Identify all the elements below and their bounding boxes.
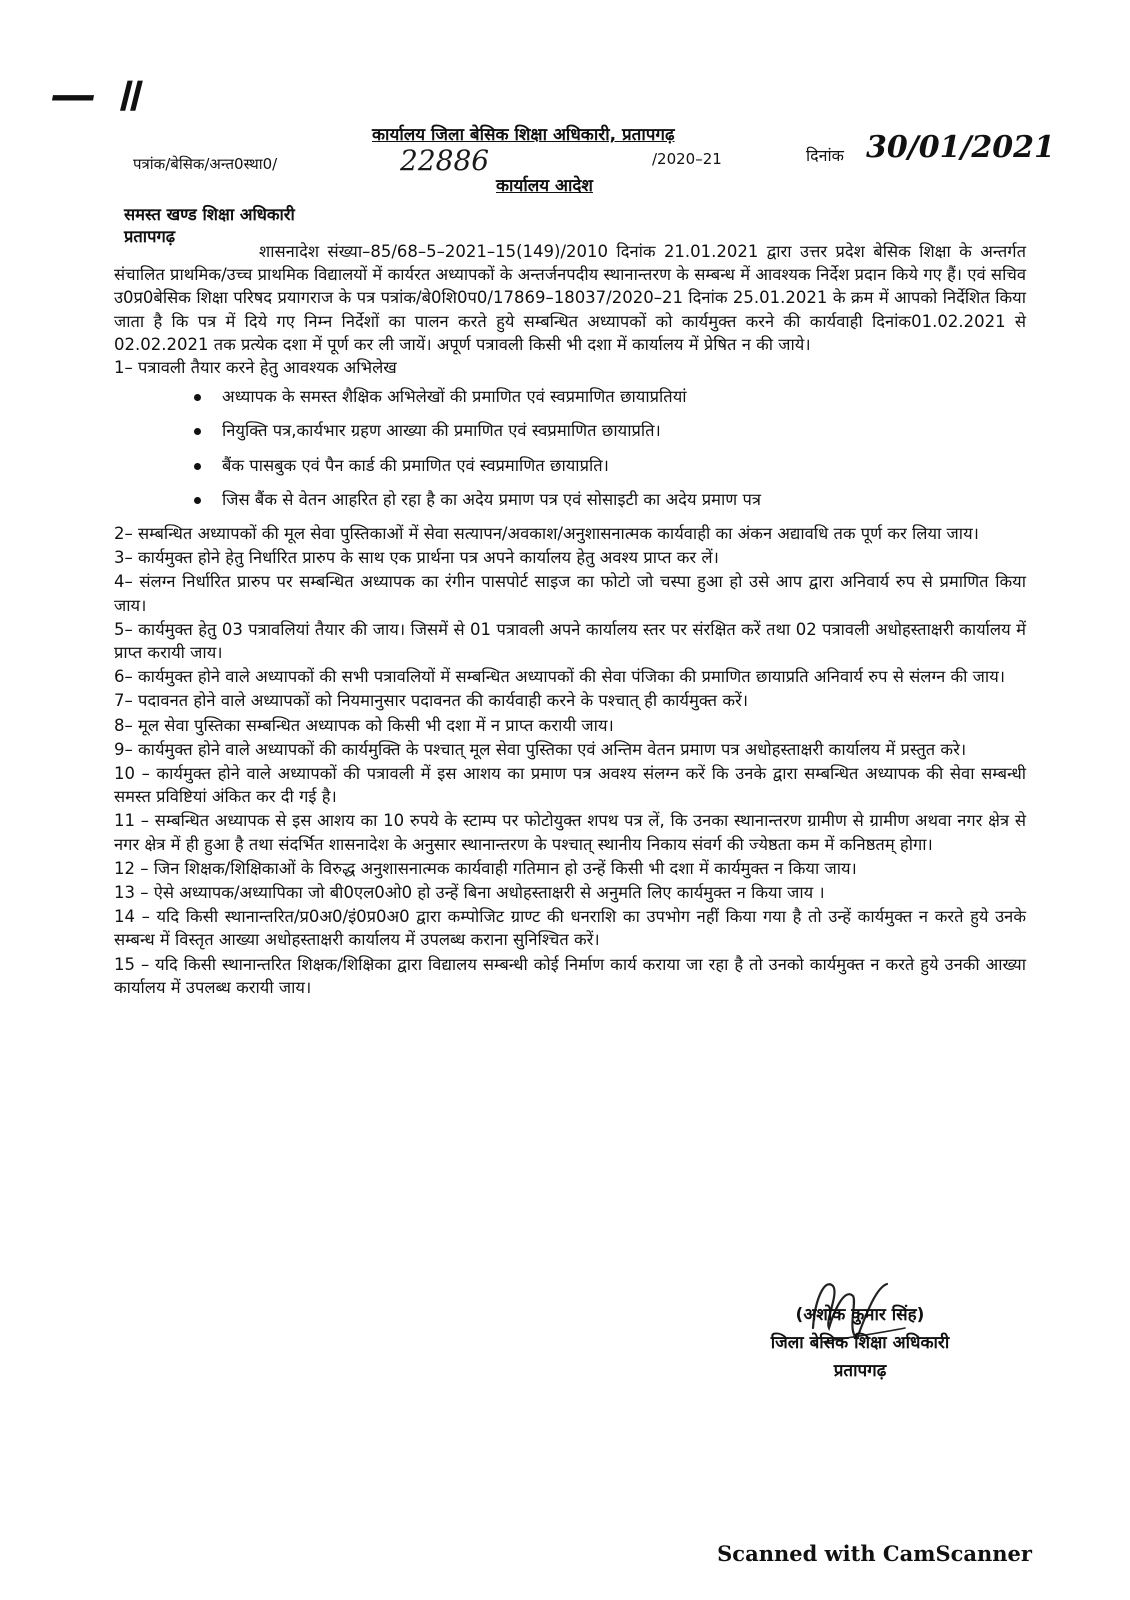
instruction-item-6: 6– कार्यमुक्त होने वाले अध्यापकों की सभी पत्रावलियों में सम्बन्धित अध्यापकों की सेवा पंजिका की प्रमाणित छायाप्रति अनिवार्य रुप से संलग्न की जाय। [114, 667, 1006, 687]
instruction-item-7: 7– पदावनत होने वाले अध्यापकों को नियमानुसार पदावनत की कार्यवाही करने के पश्चात् ही कार्यमुक्त करें। [114, 691, 749, 711]
addressee-line-1: समस्त खण्ड शिक्षा अधिकारी [124, 205, 295, 224]
instruction-item-12: 12 – जिन शिक्षक/शिक्षिकाओं के विरुद्ध अनुशासनात्मक कार्यवाही गतिमान हो उन्हें किसी भी दशा में कार्यमुक्त न किया जाय। [114, 858, 857, 878]
instruction-item-14: 14 – यदि किसी स्थानान्तरित/प्र0अ0/इं0प्र0अ0 द्वारा कम्पोजिट ग्राण्ट की धनराशि का उपभोग नहीं किया गया है तो उन्हें कार्यमुक्त न करते हुये उनके सम्बन्ध में विस्तृत आख्या अधोहस्ताक्षरी कार्यालय में उपलब्ध कराना सुनिश्चित करें। [114, 907, 1026, 950]
list-item: जिस बैंक से वेतन आहरित हो रहा है का अदेय प्रमाण पत्र एवं सोसाइटी का अदेय प्रमाण पत्र [114, 488, 1026, 511]
margin-mark: — ॥ [50, 67, 140, 121]
letter-number-handwritten: 22886 [400, 144, 490, 177]
instruction-item-3: 3– कार्यमुक्त होने हेतु निर्धारित प्रारुप के साथ एक प्रार्थना पत्र अपने कार्यालय हेतु अवश्य प्राप्त कर लें। [114, 548, 719, 568]
signatory-designation: जिला बेसिक शिक्षा अधिकारी [770, 1333, 950, 1353]
addressee-line-2: प्रतापगढ़ [124, 227, 176, 246]
instruction-item-5: 5– कार्यमुक्त हेतु 03 पत्रावलियां तैयार की जाय। जिसमें से 01 पत्रावली अपने कार्यालय स्तर पर संरक्षित करें तथा 02 पत्रावली अधोहस्ताक्षरी कार्यालय में प्राप्त करायी जाय। [114, 619, 1026, 663]
instruction-item-13: 13 – ऐसे अध्यापक/अध्यापिका जो बी0एल0ओ0 हो उन्हें बिना अधोहस्ताक्षरी से अनुमति लिए कार्यमुक्त न किया जाय । [114, 883, 825, 903]
list-item: बैंक पासबुक एवं पैन कार्ड की प्रमाणित एवं स्वप्रमाणित छायाप्रति। [114, 454, 1026, 477]
instruction-item-2: 2– सम्बन्धित अध्यापकों की मूल सेवा पुस्तिकाओं में सेवा सत्यापन/अवकाश/अनुशासनात्मक कार्यवाही का अंकन अद्यावधि तक पूर्ण कर लिया जाय। [114, 524, 979, 544]
order-title: कार्यालय आदेश [496, 176, 593, 196]
list-item: अध्यापक के समस्त शैक्षिक अभिलेखों की प्रमाणित एवं स्वप्रमाणित छायाप्रतियां [114, 385, 1026, 408]
signatory-place: प्रतापगढ़ [833, 1361, 887, 1381]
instruction-item-8: 8– मूल सेवा पुस्तिका सम्बन्धित अध्यापक को किसी भी दशा में न प्राप्त करायी जाय। [114, 715, 614, 735]
list-item: नियुक्ति पत्र,कार्यभार ग्रहण आख्या की प्रमाणित एवं स्वप्रमाणित छायाप्रति। [114, 419, 1026, 442]
signatory-name: (अशोक कुमार सिंह) [795, 1305, 925, 1325]
instruction-item-15: 15 – यदि किसी स्थानान्तरित शिक्षक/शिक्षिका द्वारा विद्यालय सम्बन्धी कोई निर्माण कार्य कराया जा रहा है तो उनको कार्यमुक्त न करते हुये उनकी आख्या कार्यालय में उपलब्ध करायी जाय। [114, 954, 1026, 997]
order-body [114, 240, 1026, 999]
letter-ref-suffix: /2020–21 [652, 150, 722, 168]
scanner-watermark: Scanned with CamScanner [717, 1541, 1032, 1566]
date-handwritten: 30/01/2021 [866, 130, 1055, 165]
date-label: दिनांक [806, 146, 844, 165]
item-1-heading: 1– पत्रावली तैयार करने हेतु आवश्यक अभिलेख [114, 358, 397, 378]
instruction-item-9: 9– कार्यमुक्त होने वाले अध्यापकों की कार्यमुक्ति के पश्चात् मूल सेवा पुस्तिका एवं अन्तिम वेतन प्रमाण पत्र अधोहस्ताक्षरी कार्यालय में प्रस्तुत करे। [114, 739, 967, 759]
letter-ref-prefix: पत्रांक/बेसिक/अन्त0स्था0/ [133, 155, 278, 173]
intro-paragraph: शासनादेश संख्या–85/68–5–2021–15(149)/2010 दिनांक 21.01.2021 द्वारा उत्तर प्रदेश बेसिक शिक्षा के अन्तर्गत संचालित प्राथमिक/उच्च प्राथमिक विद्यालयों में कार्यरत अध्यापकों के अन्तर्जनपदीय स्थानान्तरण के सम्बन्ध में आवश्यक निर्देश प्रदान किये गए हैं। एवं सचिव उ0प्र0बेसिक शिक्षा परिषद प्रयागराज के पत्र पत्रांक/बे0शि0प0/17869–18037/2020–21 दिनांक 25.01.2021 के क्रम में आपको निर्देशित किया जाता है कि पत्र में दिये गए निम्न निर्देशों का पालन करते हुये सम्बन्धित अध्यापकों को कार्यमुक्त करने की कार्यवाही दिनांक01.02.2021 से 02.02.2021 तक प्रत्येक दशा में पूर्ण कर ली जायें। अपूर्ण पत्रावली किसी भी दशा में कार्यालय में प्रेषित न की जाये। [114, 242, 1026, 354]
instruction-item-11: 11 – सम्बन्धित अध्यापक से इस आशय का 10 रुपये के स्टाम्प पर फोटोयुक्त शपथ पत्र लें, कि उनका स्थानान्तरण ग्रामीण से ग्रामीण अथवा नगर क्षेत्र से नगर क्षेत्र में ही हुआ है तथा संदर्भित शासनादेश के अनुसार स्थानान्तरण के पश्चात् स्थानीय निकाय संवर्ग की ज्येष्ठता कम में कनिष्ठतम् होगा। [114, 811, 1026, 854]
office-title: कार्यालय जिला बेसिक शिक्षा अधिकारी, प्रतापगढ़ [372, 125, 675, 145]
instruction-item-10: 10 – कार्यमुक्त होने वाले अध्यापकों की पत्रावली में इस आशय का प्रमाण पत्र अवश्य संलग्न करें कि उनके द्वारा सम्बन्धित अध्यापक की सेवा सम्बन्धी समस्त प्रविष्टियां अंकित कर दी गई है। [114, 764, 1026, 807]
required-documents-list [114, 385, 1026, 511]
instruction-item-4: 4– संलग्न निर्धारित प्रारुप पर सम्बन्धित अध्यापक का रंगीन पासपोर्ट साइज का फोटो जो चस्पा हुआ हो उसे आप द्वारा अनिवार्य रुप से प्रमाणित किया जाय। [114, 572, 1026, 615]
